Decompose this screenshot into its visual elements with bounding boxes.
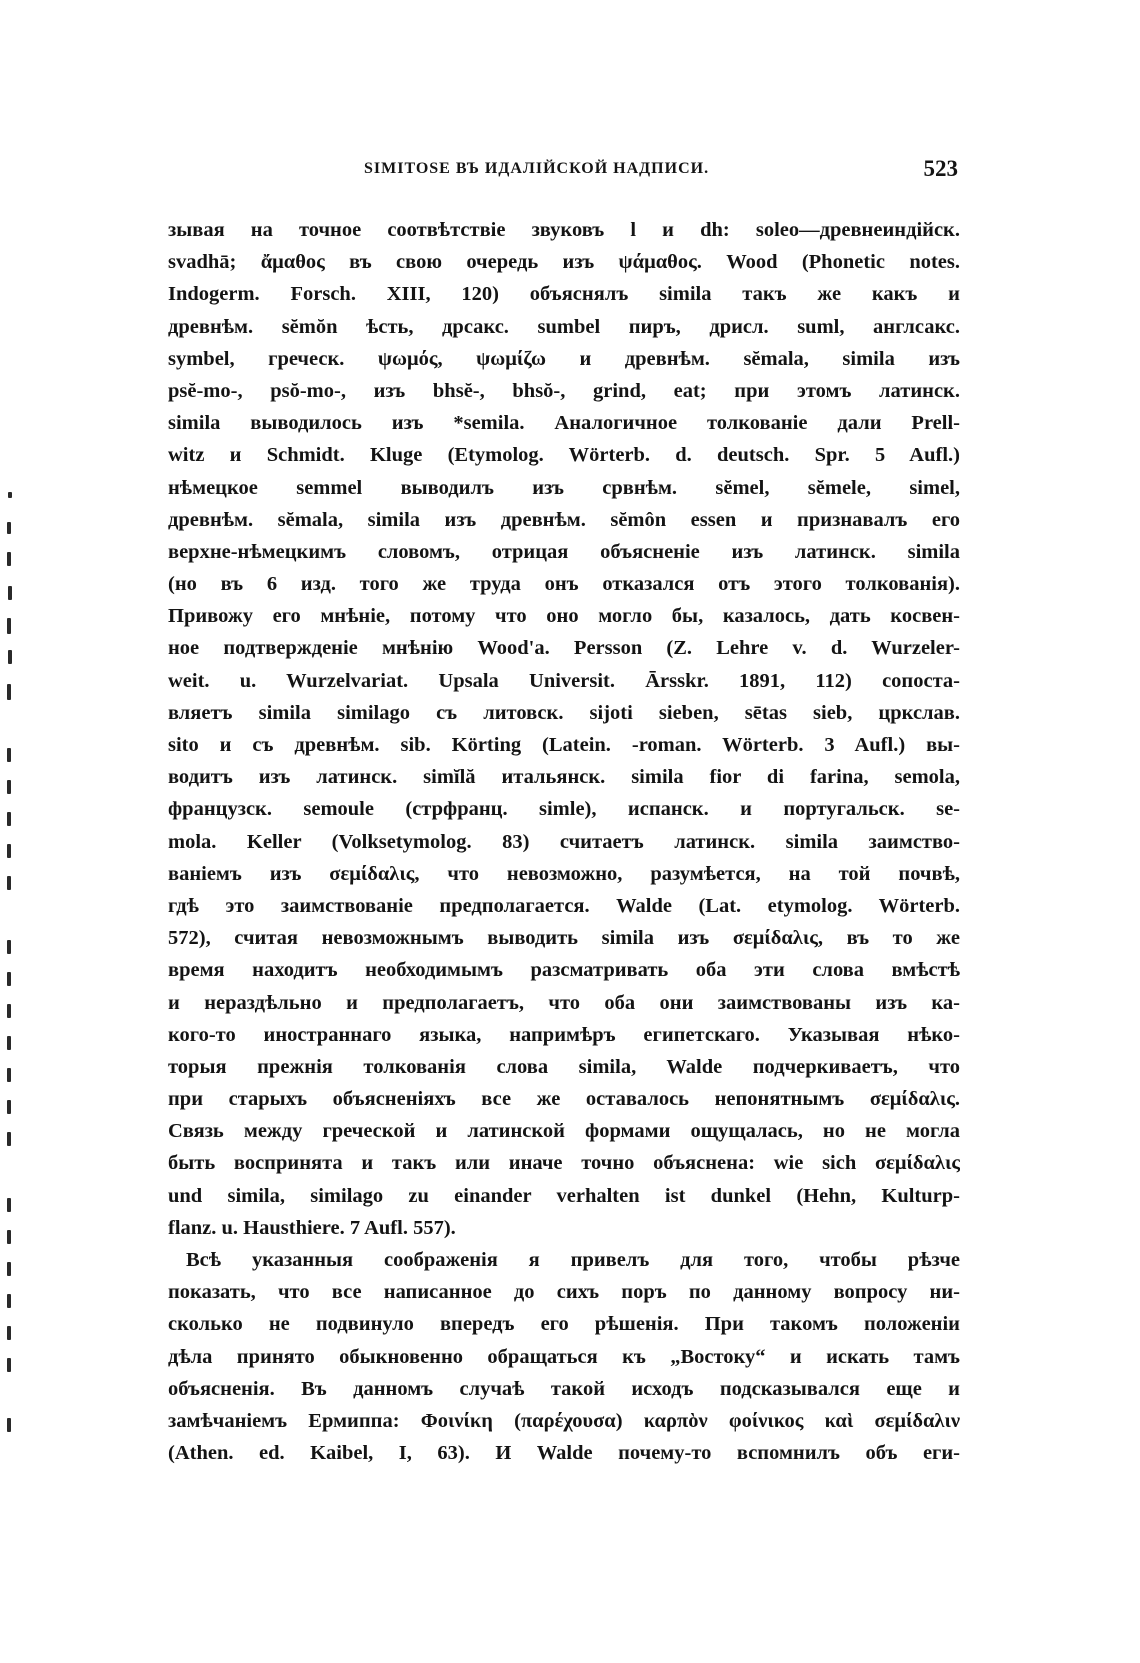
text-line: сколько не подвинуло впередъ его рѣшенія. При такомъ положеніи xyxy=(168,1313,960,1336)
scan-mark xyxy=(7,618,11,634)
text-line: simila выводилось изъ *semila. Аналогичное толкованіе дали Prell- xyxy=(168,412,960,435)
scan-mark xyxy=(7,1230,11,1244)
scan-mark xyxy=(7,940,11,954)
scan-mark xyxy=(7,1036,11,1050)
scan-mark xyxy=(7,748,11,762)
text-line: нѣмецкое semmel выводилъ изъ срвнѣм. sĕmel, sĕmele, simel, xyxy=(168,476,960,499)
running-title: SIMITOSE ВЪ ИДАЛІЙСКОЙ НАДПИСИ. xyxy=(364,160,710,177)
scan-mark xyxy=(7,1068,11,1082)
scan-mark xyxy=(7,780,11,794)
body-text xyxy=(168,214,960,1469)
text-line: замѣчаніемъ Ермиппа: Φοινίκη (παρέχουσα) καρπὸν φοίνικος καὶ σεμίδαλιν xyxy=(168,1409,960,1432)
text-line: древнѣм. sĕmala, similа изъ древнѣм. sĕmôn essen и признавалъ его xyxy=(168,508,960,531)
scan-mark xyxy=(7,1100,11,1114)
text-line: древнѣм. sĕmŏn ѣсть, дрсакс. sumbel пиръ, дрисл. suml, англсакс. xyxy=(168,315,960,338)
text-line: водитъ изъ латинск. simĭlă итальянск. simila fior di farina, semola, xyxy=(168,766,960,789)
left-margin-scan-marks xyxy=(0,0,30,1663)
scan-mark xyxy=(7,1198,11,1212)
text-line: кого-то иностраннаго языка, напримѣръ египетскаго. Указывая нѣко- xyxy=(168,1023,960,1046)
text-line: symbel, греческ. ψωμός, ψωμίζω и древнѣм. sĕmala, simila изъ xyxy=(168,347,960,370)
text-line: гдѣ это заимствованіе предполагается. Walde (Lat. etymolog. Wörterb. xyxy=(168,894,960,917)
text-line: дѣла принято обыкновенно обращаться къ „Востоку“ и искать тамъ xyxy=(168,1345,960,1368)
text-line: und simila, similago zu einander verhalten ist dunkel (Hehn, Kulturp- xyxy=(168,1184,960,1207)
text-line: ное подтвержденіе мнѣнію Wood'a. Persson (Z. Lehre v. d. Wurzeler- xyxy=(168,637,960,660)
page-number: 523 xyxy=(923,156,958,181)
scan-mark xyxy=(7,1132,11,1146)
text-line: (но въ 6 изд. того же труда онъ отказался отъ этого толкованія). xyxy=(168,573,960,596)
page-header xyxy=(168,156,958,188)
text-line: sito и съ древнѣм. sib. Körting (Latein. -roman. Wörterb. 3 Aufl.) вы- xyxy=(168,734,960,756)
text-line: Всѣ указанныя соображенія я привелъ для того, чтобы рѣзче xyxy=(186,1249,960,1271)
text-line: weit. u. Wurzelvariat. Upsala Universit. Ārsskr. 1891, 112) сопоста- xyxy=(168,669,960,692)
text-line: 572), считая невозможнымъ выводить simila изъ σεμίδαλις, въ то же xyxy=(168,927,960,950)
text-line: зывая на точное соотвѣтствіе звуковъ l и dh: soleo—древнеиндійск. xyxy=(168,219,960,241)
scan-mark xyxy=(8,586,12,600)
text-line: mola. Keller (Volksetymolog. 83) считаетъ латинск. simila заимство- xyxy=(168,830,960,853)
scan-mark xyxy=(7,684,11,700)
text-line: Привожу его мнѣніе, потому что оно могло бы, казалось, дать косвен- xyxy=(168,605,960,628)
text-line: вляетъ simila similago съ литовск. sijoti sieben, sētas sieb, цркслав. xyxy=(168,701,960,724)
scan-mark xyxy=(7,1294,11,1308)
text-line: торыя прежнія толкованія слова simila, Walde подчеркиваетъ, что xyxy=(168,1055,960,1078)
scan-mark xyxy=(7,552,11,566)
text-line: при старыхъ объясненіяхъ все же оставалось непонятнымъ σεμίδαλις. xyxy=(168,1088,960,1111)
scan-mark xyxy=(7,1262,11,1276)
scan-mark xyxy=(7,1358,11,1372)
paragraph-1 xyxy=(168,214,960,1244)
scan-mark xyxy=(7,844,11,858)
text-line: flanz. u. Hausthiere. 7 Aufl. 557). xyxy=(168,1216,456,1239)
text-line: время находитъ необходимымъ разсматривать оба эти слова вмѣстѣ xyxy=(168,959,960,982)
scan-mark xyxy=(7,1418,11,1432)
scan-mark xyxy=(8,492,12,498)
scan-mark xyxy=(7,1004,11,1018)
text-line: (Athen. ed. Kaibel, I, 63). И Walde почему-то вспомнилъ объ еги- xyxy=(168,1442,960,1465)
text-line: Связь между греческой и латинской формами ощущалась, но не могла xyxy=(168,1120,960,1143)
scan-mark xyxy=(7,812,11,826)
text-line: быть воспринята и такъ или иначе точно объяснена: wie sich σεμίδαλις xyxy=(168,1152,960,1175)
paragraph-2 xyxy=(168,1244,960,1469)
scan-mark xyxy=(7,876,11,890)
text-line: французск. semoule (стрфранц. simle), испанск. и португальск. se- xyxy=(168,798,960,821)
text-line: witz и Schmidt. Kluge (Etymolog. Wörterb. d. deutsch. Spr. 5 Aufl.) xyxy=(168,444,960,467)
scan-mark xyxy=(7,522,11,534)
text-line: верхне-нѣмецкимъ словомъ, отрицая объясненіе изъ латинск. simila xyxy=(168,540,960,563)
scan-mark xyxy=(8,650,12,664)
scan-mark xyxy=(7,1326,11,1340)
text-line: и нераздѣльно и предполагаетъ, что оба они заимствованы изъ ка- xyxy=(168,991,960,1014)
text-line: svadhā; ἄμαθος въ свою очередь изъ ψάμαθος. Wood (Phonetic notes. xyxy=(168,251,960,274)
text-line: показать, что все написанное до сихъ поръ по данному вопросу ни- xyxy=(168,1281,960,1304)
text-line: Indogerm. Forsch. XIII, 120) объяснялъ simila такъ же какъ и xyxy=(168,283,960,306)
text-line: ваніемъ изъ σεμίδαλις, что невозможно, разумѣется, на той почвѣ, xyxy=(168,862,960,885)
text-line: psĕ-mo-, psŏ-mo-, изъ bhsĕ-, bhsŏ-, grind, eat; при этомъ латинск. xyxy=(168,379,960,402)
text-line: объясненія. Въ данномъ случаѣ такой исходъ подсказывался еще и xyxy=(168,1377,960,1400)
scan-mark xyxy=(7,972,11,986)
